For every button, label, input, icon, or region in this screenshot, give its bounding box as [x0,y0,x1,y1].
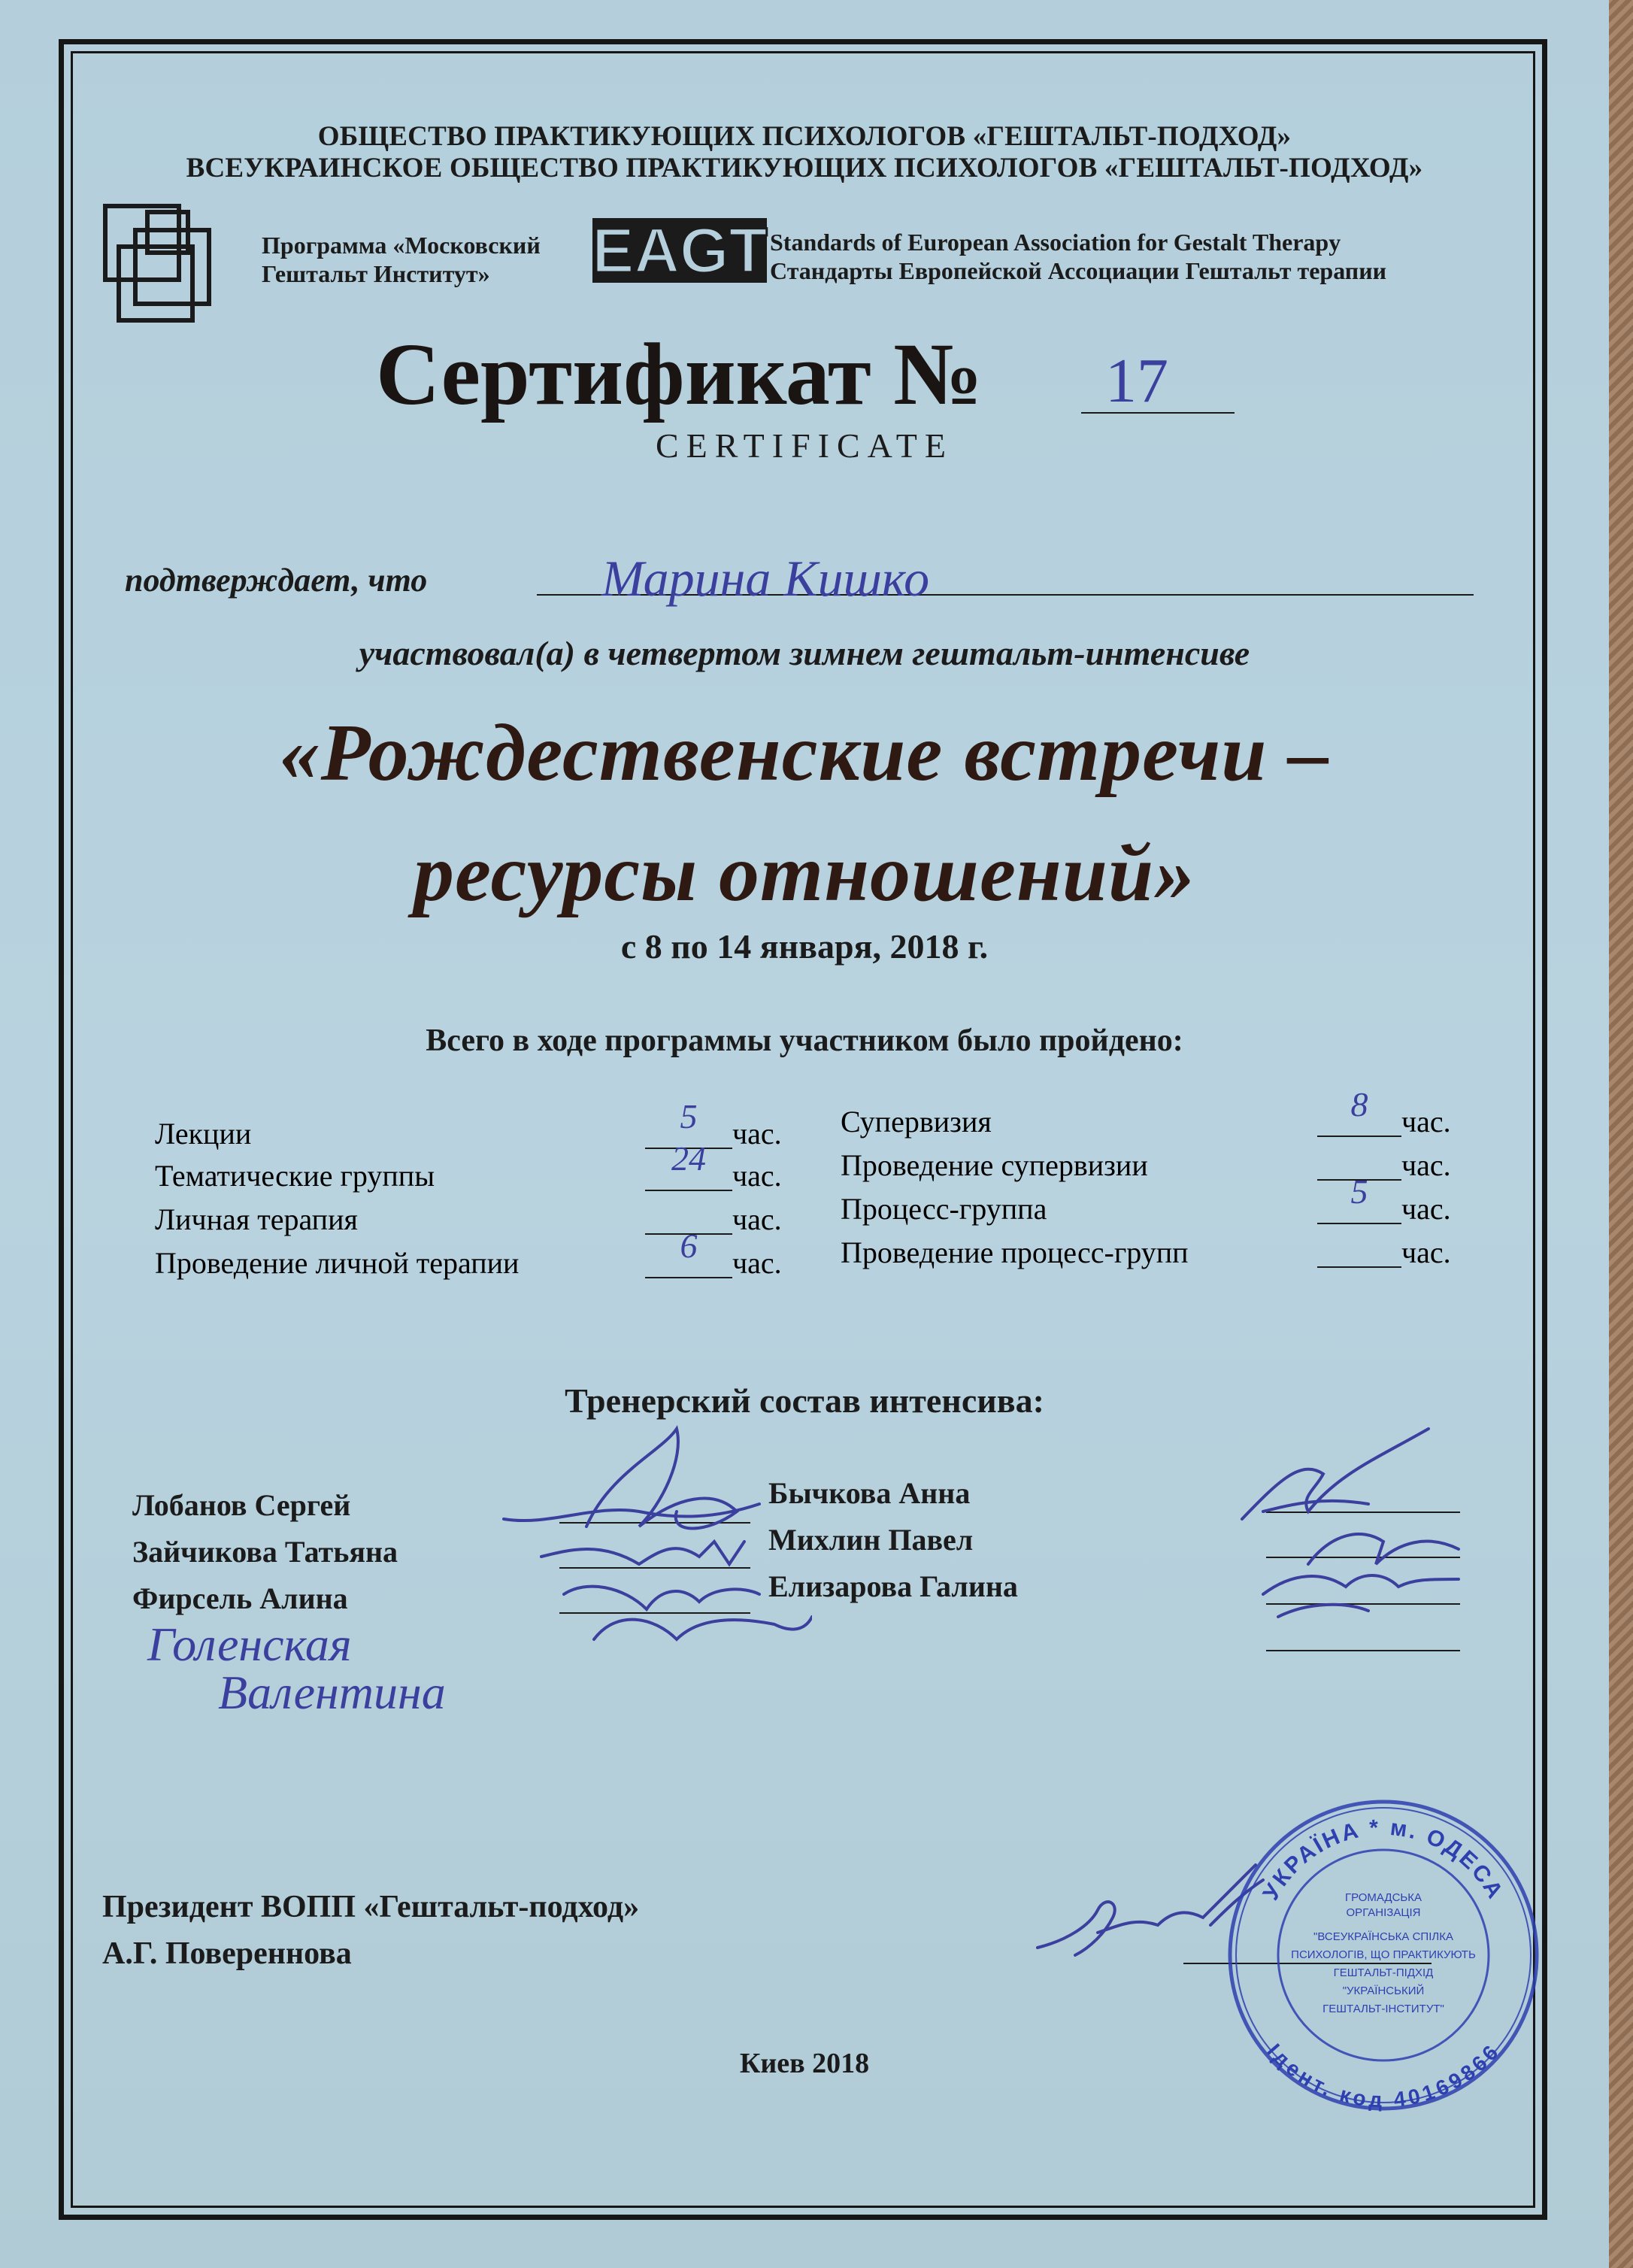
hours-unit: час. [1401,1105,1451,1139]
trainer-name: Фирсель Алина [132,1581,348,1615]
hours-value-supervision: 8 [1350,1085,1368,1123]
event-dates: с 8 по 14 января, 2018 г. [620,927,989,966]
svg-text:ПСИХОЛОГІВ, ЩО ПРАКТИКУЮТЬ: ПСИХОЛОГІВ, ЩО ПРАКТИКУЮТЬ [1291,1948,1476,1961]
hours-line-process-group [1317,1223,1401,1224]
participated-text: участвовал(а) в четвертом зимнем гештальт-интенсиве [359,634,1250,672]
hours-unit: час. [732,1246,782,1280]
trainer-name: Зайчикова Татьяна [132,1535,398,1569]
president-title: Президент ВОПП «Гештальт-подход» [102,1890,640,1924]
recipient-name: Марина Кишко [601,550,930,607]
svg-text:ГРОМАДСЬКА: ГРОМАДСЬКА [1344,1891,1422,1904]
eagt-logo [591,217,768,284]
program-line-2: Гештальт Институт» [262,260,490,287]
hours-label-conducting-process-groups: Проведение процесс-групп [841,1236,1189,1269]
org-name-ru: ОБЩЕСТВО ПРАКТИКУЮЩИХ ПСИХОЛОГОВ «ГЕШТАЛЬТ-ПОДХОД» [317,121,1292,152]
certificate-number: 17 [1105,346,1168,416]
trainer-signatures-left [489,1414,812,1669]
confirms-label: подтверждает, что [125,562,428,599]
hours-label-process-group: Процесс-группа [841,1192,1047,1226]
certificate-subtitle: CERTIFICATE [655,426,954,465]
svg-text:EAGT: EAGT [592,217,768,284]
hours-line-conducting-process-groups [1317,1266,1401,1268]
trainer-name: Михлин Павел [768,1523,974,1557]
org-name-ua: ВСЕУКРАИНСКОЕ ОБЩЕСТВО ПРАКТИКУЮЩИХ ПСИХОЛОГОВ «ГЕШТАЛЬТ-ПОДХОД» [186,153,1423,183]
svg-text:ОРГАНІЗАЦІЯ: ОРГАНІЗАЦІЯ [1346,1906,1421,1919]
hours-line-thematic-groups [645,1190,732,1191]
trainer-name: Бычкова Анна [768,1476,971,1510]
hours-label-thematic-groups: Тематические группы [155,1159,435,1193]
hours-label-personal-therapy: Личная терапия [155,1202,358,1236]
trainer-signatures-right [1233,1414,1489,1632]
hours-value-lectures: 5 [680,1097,698,1136]
hours-label-supervision: Супервизия [841,1105,992,1139]
certificate-title: Сертификат № [376,325,983,423]
squares-logo [102,203,215,325]
svg-text:"УКРАЇНСЬКИЙ: "УКРАЇНСЬКИЙ [1342,1984,1425,1997]
svg-text:ГЕШТАЛЬТ-ПІДХІД: ГЕШТАЛЬТ-ПІДХІД [1333,1966,1434,1979]
signature-line [1266,1650,1460,1651]
program-line-1: Программа «Московский [262,232,541,259]
hours-label-conducting-therapy: Проведение личной терапии [155,1246,520,1280]
svg-text:ГЕШТАЛЬТ-ІНСТИТУТ": ГЕШТАЛЬТ-ІНСТИТУТ" [1322,2003,1444,2015]
event-title-line-2: ресурсы отношений» [413,829,1196,918]
hours-line-supervision [1317,1136,1401,1137]
hours-heading: Всего в ходе программы участником было пройдено: [426,1023,1183,1058]
handwritten-trainer-firstname: Валентина [218,1666,446,1719]
hours-unit: час. [1401,1236,1451,1269]
svg-text:"ВСЕУКРАЇНСЬКА СПІЛКА: "ВСЕУКРАЇНСЬКА СПІЛКА [1313,1930,1453,1943]
hours-label-lectures: Лекции [155,1117,252,1151]
svg-text:УКРАЇНА * м. ОДЕСА: УКРАЇНА * м. ОДЕСА [1258,1815,1509,1905]
hours-unit: час. [1401,1192,1451,1226]
eagt-standards-ru: Стандарты Европейской Ассоциации Гештальт терапии [770,257,1387,284]
trainers-heading: Тренерский состав интенсива: [565,1381,1044,1420]
event-title-line-1: «Рождественские встречи – [279,708,1330,798]
hours-value-conducting-therapy: 6 [680,1226,698,1265]
president-name: А.Г. Повереннова [102,1936,352,1971]
eagt-standards-en: Standards of European Association for Gestalt Therapy [770,229,1341,256]
hours-unit: час. [1401,1148,1451,1182]
hours-line-conducting-therapy [645,1277,732,1278]
hours-unit: час. [732,1202,782,1236]
trainer-name: Елизарова Галина [768,1569,1018,1603]
svg-text:Ідент. код 40169866: Ідент. код 40169866 [1262,2039,1504,2112]
trainer-name: Лобанов Сергей [132,1488,351,1522]
hours-unit: час. [732,1159,782,1193]
footer-city-year: Киев 2018 [739,2048,870,2079]
hours-label-conducting-supervision: Проведение супервизии [841,1148,1148,1182]
hours-unit: час. [732,1117,782,1151]
handwritten-trainer-surname: Голенская [147,1618,352,1671]
hours-value-thematic-groups: 24 [671,1139,706,1178]
hours-value-process-group: 5 [1350,1172,1368,1211]
